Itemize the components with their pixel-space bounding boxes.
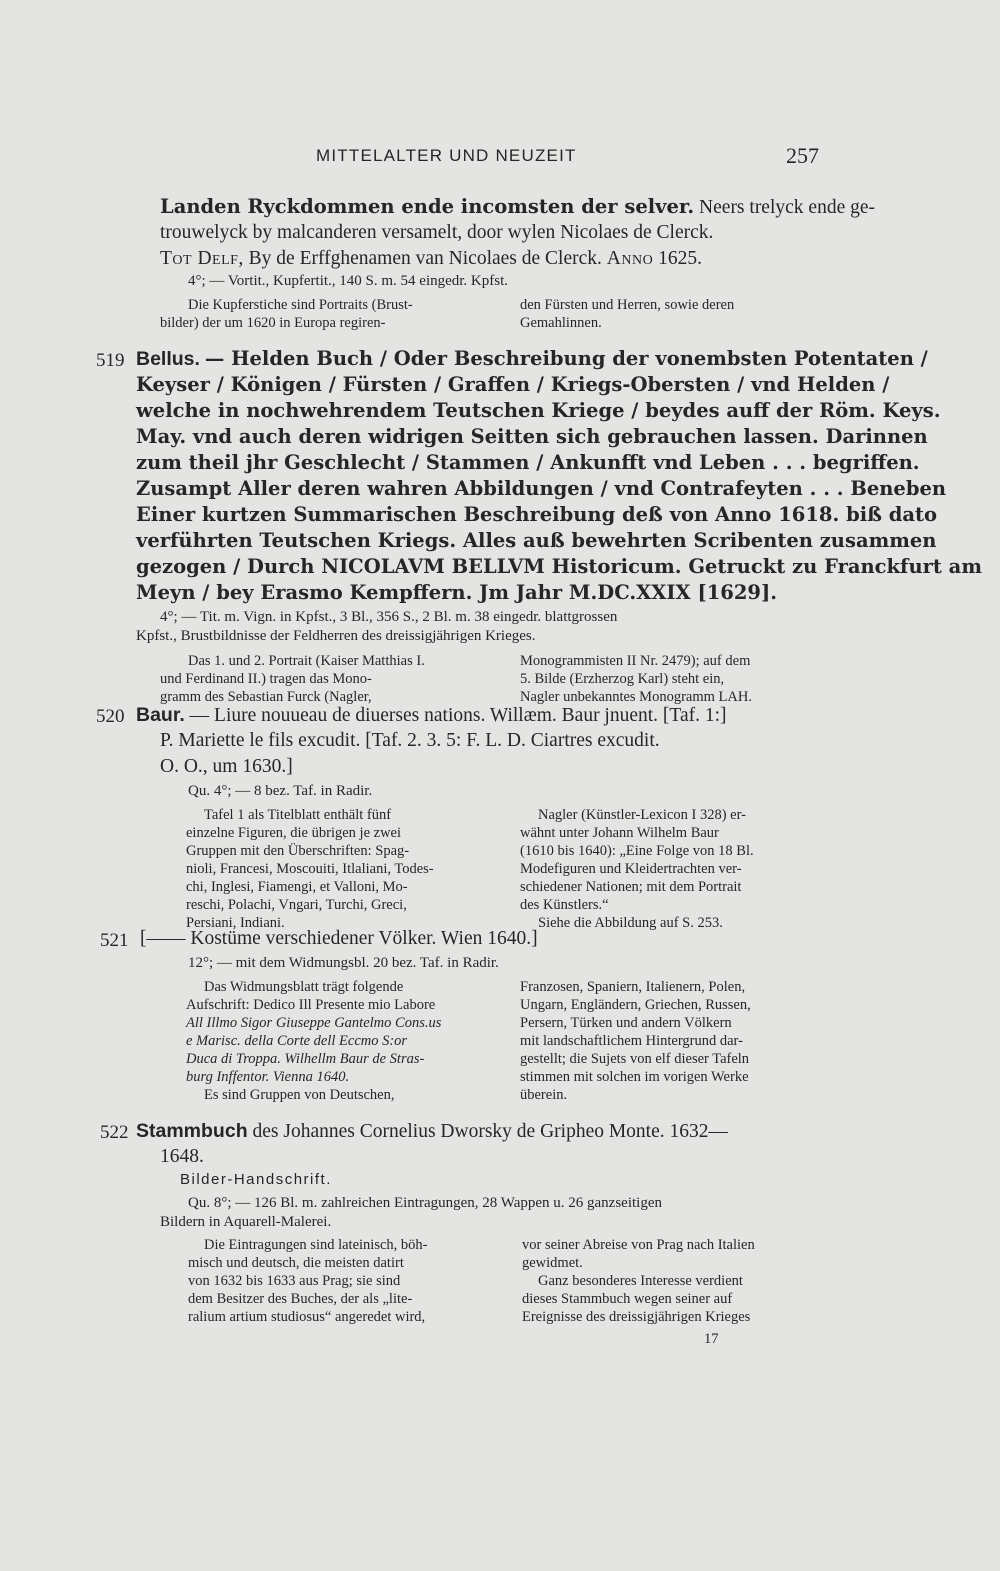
entry-520-note-right-4: Modefiguren und Kleidertrachten ver- (520, 861, 742, 877)
running-header-title: MITTELALTER UND NEUZEIT (316, 146, 577, 165)
entry-520-title-1: — Liure nouueau de diuerses nations. Willæm. Baur jnuent. [Taf. 1:] (189, 705, 727, 726)
entry-519-line-2: Keyser / Königen / Fürsten / Graffen / Kriegs-Obersten / vnd Helden / (136, 373, 890, 396)
entry-520-note-left-4: nioli, Francesi, Moscouiti, Itlaliani, Todes- (186, 861, 434, 877)
entry-522-line-1 (136, 1118, 728, 1145)
entry-519-line-1 (136, 346, 928, 373)
entry-522-note-right-1: vor seiner Abreise von Prag nach Italien (522, 1237, 755, 1253)
entry-522-note-left-4: dem Besitzer des Buches, der als „lite- (188, 1291, 413, 1307)
entry-520-line-1 (136, 702, 727, 729)
entry-520-author: Baur. (136, 704, 185, 726)
entry-521-note-right-7: überein. (520, 1087, 568, 1103)
entry-519-title-1: — Helden Buch / Oder Beschreibung der vonembsten Potentaten / (204, 347, 928, 370)
entry-522-note-right-3: Ganz besonderes Interesse verdient (538, 1273, 743, 1289)
entry-519-note-left-1: Das 1. und 2. Portrait (Kaiser Matthias I. (188, 653, 425, 669)
entry-521-note-right-1: Franzosen, Spaniern, Italienern, Polen, (520, 979, 746, 995)
entry-520-note-left-1: Tafel 1 als Titelblatt enthält fünf (204, 807, 392, 823)
entry-521-desc: 12°; — mit dem Widmungsbl. 20 bez. Taf. in Radir. (188, 955, 499, 971)
entry-521-note-left-2: Aufschrift: Dedico Ill Presente mio Labore (186, 997, 436, 1013)
entry-521-note-left-4: e Marisc. della Corte dell Eccmo S:or (186, 1033, 408, 1049)
entry-522-title-1: des Johannes Cornelius Dworsky de Gripheo Monte. 1632— (252, 1121, 729, 1142)
entry-522-desc-2: Bildern in Aquarell-Malerei. (160, 1214, 332, 1230)
entry-number-522: 522 (100, 1122, 129, 1143)
prev-entry-note-left-2: bilder) der um 1620 in Europa regiren- (160, 315, 386, 331)
entry-522-desc-1: Qu. 8°; — 126 Bl. m. zahlreichen Eintragungen, 28 Wappen u. 26 ganzseitigen (188, 1195, 662, 1211)
prev-entry-place: Tot Delf, (160, 248, 244, 269)
entry-519-note-left-2: und Ferdinand II.) tragen das Mono- (160, 671, 372, 687)
entry-521-line-1: [—— Kostüme verschiedener Völker. Wien 1640.] (140, 928, 538, 949)
entry-522-note-left-3: von 1632 bis 1633 aus Prag; sie sind (188, 1273, 401, 1289)
entry-520-line-2: P. Mariette le fils excudit. [Taf. 2. 3. 5: F. L. D. Ciartres excudit. (160, 730, 660, 751)
entry-522-note-right-5: Ereignisse des dreissigjährigen Krieges (522, 1309, 751, 1325)
entry-520-note-right-6: des Künstlers.“ (520, 897, 609, 913)
entry-520-note-left-5: chi, Inglesi, Fiamengi, et Valloni, Mo- (186, 879, 408, 895)
entry-520-note-left-2: einzelne Figuren, die übrigen je zwei (186, 825, 402, 841)
entry-519-note-right-3: Nagler unbekanntes Monogramm LAH. (520, 689, 752, 705)
entry-521-note-left-5: Duca di Troppa. Wilhellm Baur de Stras- (186, 1051, 425, 1067)
entry-number-519: 519 (96, 350, 125, 371)
entry-521-note-left-7: Es sind Gruppen von Deutschen, (204, 1087, 395, 1103)
entry-519-line-8: verführten Teutschen Kriegs. Alles auß bewehrten Scribenten zusammen (136, 529, 937, 552)
entry-519-author: Bellus. (136, 348, 200, 370)
prev-entry-line-3 (160, 246, 702, 272)
entry-520-note-right-5: schiedener Nationen; mit dem Portrait (520, 879, 742, 895)
entry-519-note-right-2: 5. Bilde (Erzherzog Karl) steht ein, (520, 671, 725, 687)
entry-number-521: 521 (100, 930, 129, 951)
entry-521-note-right-6: stimmen mit solchen im vorigen Werke (520, 1069, 749, 1085)
entry-522-note-right-2: gewidmet. (522, 1255, 583, 1271)
entry-519-desc-1: 4°; — Tit. m. Vign. in Kpfst., 3 Bl., 356 S., 2 Bl. m. 38 eingedr. blattgrossen (160, 609, 618, 625)
entry-519-line-9: gezogen / Durch NICOLAVM BELLVM Historicum. Getruckt zu Franckfurt am (136, 555, 982, 578)
prev-entry-note-left-1: Die Kupferstiche sind Portraits (Brust- (188, 297, 413, 313)
entry-519-line-6: Zusampt Aller deren wahren Abbildungen / vnd Contrafeyten . . . Beneben (136, 477, 947, 500)
prev-entry-line-2: trouwelyck by malcanderen versamelt, door wylen Nicolaes de Clerck. (160, 222, 714, 243)
prev-entry-anno: Anno (606, 248, 654, 269)
prev-entry-publisher: By de Erffghenamen van Nicolaes de Clerck. (248, 248, 602, 269)
entry-519-note-right-1: Monogrammisten II Nr. 2479); auf dem (520, 653, 751, 669)
entry-522-note-right-4: dieses Stammbuch wegen seiner auf (522, 1291, 733, 1307)
entry-519-line-7: Einer kurtzen Summarischen Beschreibung deß von Anno 1618. biß dato (136, 503, 938, 526)
entry-520-note-left-6: reschi, Polachi, Vngari, Turchi, Greci, (186, 897, 407, 913)
entry-521-note-right-5: gestellt; die Sujets von elf dieser Tafeln (520, 1051, 750, 1067)
signature-mark: 17 (704, 1331, 719, 1347)
entry-520-note-right-2: wähnt unter Johann Wilhelm Baur (520, 825, 719, 841)
entry-519-line-4: May. vnd auch deren widrigen Seitten sich gebrauchen lassen. Darinnen (136, 425, 928, 448)
entry-521-note-left-3: All Illmo Sigor Giuseppe Gantelmo Cons.us (186, 1015, 442, 1031)
entry-522-note-left-2: misch und deutsch, die meisten datirt (188, 1255, 404, 1271)
entry-519-note-left-3: gramm des Sebastian Furck (Nagler, (160, 689, 372, 705)
entry-520-line-3: O. O., um 1630.] (160, 756, 293, 777)
entry-519-desc-2: Kpfst., Brustbildnisse der Feldherren des dreissigjährigen Krieges. (136, 628, 536, 644)
entry-519-line-3: welche in nochwehrendem Teutschen Kriege / beydes auff der Röm. Keys. (136, 399, 941, 422)
entry-521-note-right-2: Ungarn, Engländern, Griechen, Russen, (520, 997, 751, 1013)
entry-519-line-5: zum theil jhr Geschlecht / Stammen / Ankunfft vnd Leben . . . begriffen. (136, 451, 920, 474)
entry-number-520: 520 (96, 706, 125, 727)
prev-entry-desc: 4°; — Vortit., Kupfertit., 140 S. m. 54 eingedr. Kpfst. (188, 273, 509, 289)
entry-520-note-left-7: Persiani, Indiani. (186, 915, 285, 931)
page-number: 257 (786, 143, 819, 168)
entry-522-note-left-5: ralium artium studiosus“ angeredet wird, (188, 1309, 426, 1325)
entry-519-line-10: Meyn / bey Erasmo Kempffern. Jm Jahr M.DC.XXIX [1629]. (136, 581, 777, 604)
entry-520-note-right-7: Siehe die Abbildung auf S. 253. (538, 915, 723, 931)
entry-521-note-left-1: Das Widmungsblatt trägt folgende (204, 979, 404, 995)
prev-entry-note-right-2: Gemahlinnen. (520, 315, 602, 331)
prev-entry-year: 1625. (658, 248, 702, 269)
entry-521-note-right-4: mit landschaftlichem Hintergrund dar- (520, 1033, 743, 1049)
prev-entry-line1-rest: Neers trelyck ende ge- (699, 197, 875, 218)
prev-entry-line-1 (160, 194, 875, 221)
entry-522-line-2: 1648. (160, 1146, 204, 1167)
prev-entry-frak-title: Landen Ryckdommen ende incomsten der selver. (160, 195, 695, 218)
entry-521-note-right-3: Persern, Türken und andern Völkern (520, 1015, 732, 1031)
entry-522-subhead: Bilder-Handschrift. (180, 1171, 332, 1188)
entry-522-note-left-1: Die Eintragungen sind lateinisch, böh- (204, 1237, 428, 1253)
entry-520-note-right-1: Nagler (Künstler-Lexicon I 328) er- (538, 807, 746, 823)
entry-522-author: Stammbuch (136, 1120, 248, 1142)
prev-entry-note-right-1: den Fürsten und Herren, sowie deren (520, 297, 735, 313)
entry-520-note-right-3: (1610 bis 1640): „Eine Folge von 18 Bl. (520, 843, 754, 859)
entry-521-note-left-6: burg Inffentor. Vienna 1640. (186, 1069, 350, 1085)
entry-520-note-left-3: Gruppen mit den Überschriften: Spag- (186, 843, 410, 859)
entry-520-desc: Qu. 4°; — 8 bez. Taf. in Radir. (188, 783, 373, 799)
